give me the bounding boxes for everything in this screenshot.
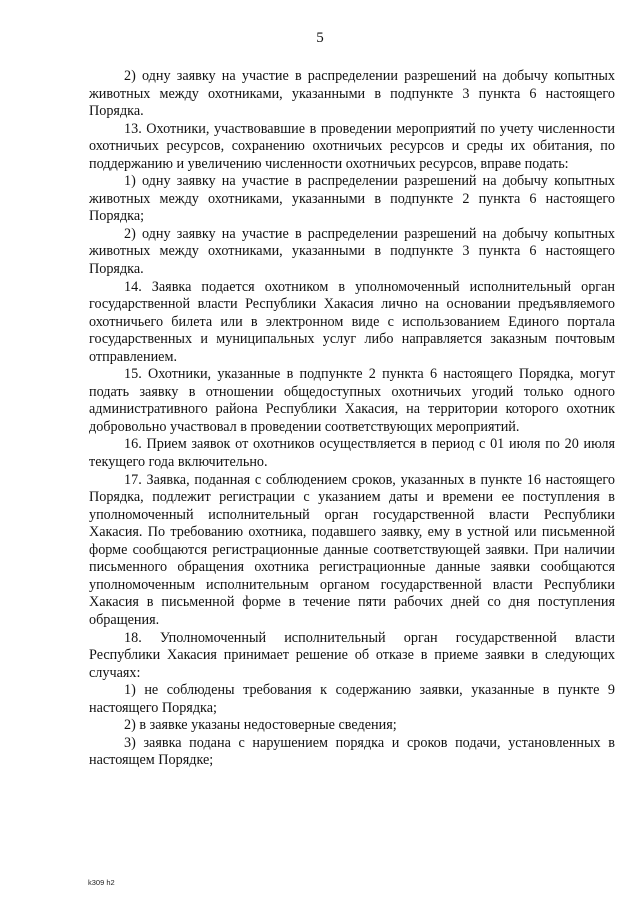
- paragraph-18-item-1: 1) не соблюдены требования к содержанию заявки, указанные в пункте 9 настоящего Порядка;: [89, 682, 615, 716]
- paragraph-15: 15. Охотники, указанные в подпункте 2 пункта 6 настоящего Порядка, могут подать заявку в отношении общедоступных охотничьих угодий только одного административного района Республики Хакасия, на территории которого охотник добровольно участвовал в проведении соответствующих мероприятий.: [89, 366, 615, 435]
- paragraph-18-item-3: 3) заявка подана с нарушением порядка и сроков подачи, установленных в настоящем Порядке;: [89, 734, 615, 769]
- document-body: [89, 68, 615, 770]
- paragraph-14: 14. Заявка подается охотником в уполномоченный исполнительный орган государственной власти Республики Хакасия лично на основании предъявляемого охотничьего билета или в электронном виде с использованием Единого портала государственных и муниципальных услуг либо направляется заказным почтовым отправлением.: [89, 278, 615, 365]
- paragraph-18: 18. Уполномоченный исполнительный орган государственной власти Республики Хакасия принимает решение об отказе в приеме заявки в следующих случаях:: [89, 629, 615, 681]
- paragraph-13-item-1: 1) одну заявку на участие в распределении разрешений на добычу копытных животных между охотниками, указанными в подпункте 2 пункта 6 настоящего Порядка;: [89, 173, 615, 225]
- paragraph-12-item-2: 2) одну заявку на участие в распределении разрешений на добычу копытных животных между охотниками, указанными в подпункте 3 пункта 6 настоящего Порядка.: [89, 68, 615, 120]
- page-number: 5: [316, 30, 324, 46]
- paragraph-13: 13. Охотники, участвовавшие в проведении мероприятий по учету численности охотничьих ресурсов, сохранению охотничьих ресурсов и среды их обитания, по поддержанию и увеличению численности охотничьих ресурсов, вправе подать:: [89, 120, 615, 172]
- paragraph-16: 16. Прием заявок от охотников осуществляется в период с 01 июля по 20 июля текущего года включительно.: [89, 436, 615, 471]
- document-footer-code: k309 h2: [88, 878, 115, 887]
- paragraph-18-item-2: 2) в заявке указаны недостоверные сведения;: [124, 717, 397, 734]
- paragraph-17: 17. Заявка, поданная с соблюдением сроков, указанных в пункте 16 настоящего Порядка, подлежит регистрации с указанием даты и времени ее поступления в уполномоченный исполнительный орган государственной власти Республики Хакасия. По требованию охотника, подавшего заявку, ему в устной или письменной форме сообщаются регистрационные данные соответствующей заявки. При наличии письменного обращения охотника регистрационные данные заявки сообщаются уполномоченным исполнительным органом государственной власти Республики Хакасия в письменной форме в течение пяти рабочих дней со дня поступления обращения.: [89, 471, 615, 628]
- paragraph-13-item-2: 2) одну заявку на участие в распределении разрешений на добычу копытных животных между охотниками, указанными в подпункте 3 пункта 6 настоящего Порядка.: [89, 225, 615, 278]
